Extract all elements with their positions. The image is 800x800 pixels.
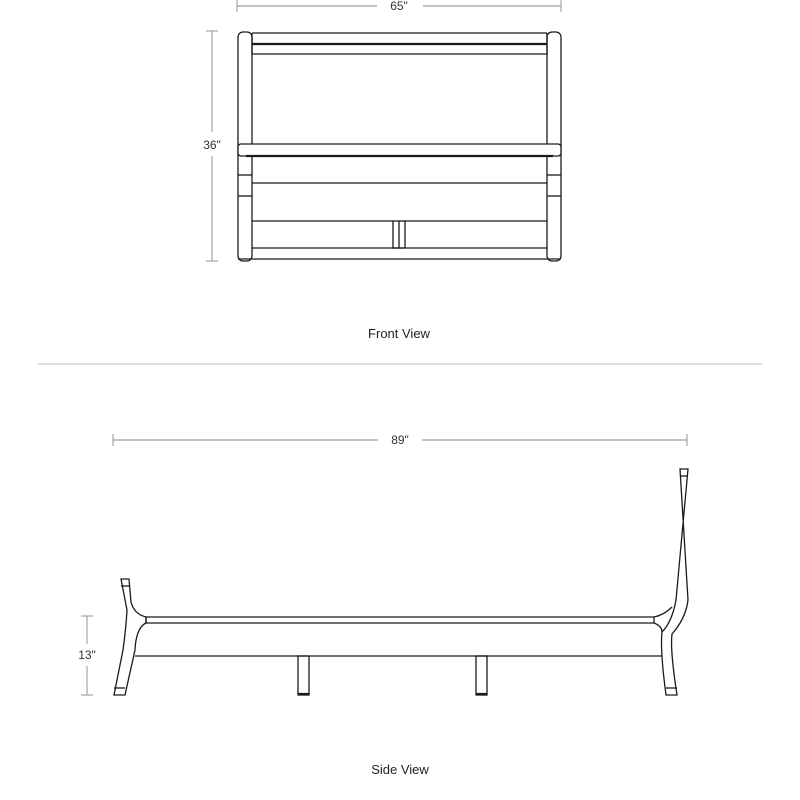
bed-front-drawing	[238, 32, 561, 261]
front-view-caption: Front View	[368, 326, 430, 341]
side-height-dimension	[78, 616, 96, 695]
center-leg-1	[298, 656, 309, 695]
center-leg-2	[476, 656, 487, 695]
bed-side-drawing	[114, 469, 688, 695]
side-view-caption: Side View	[371, 762, 429, 777]
side-height-label: 13"	[78, 648, 96, 662]
front-height-dimension	[203, 31, 221, 261]
footboard-rail	[238, 144, 561, 156]
front-height-label: 36"	[203, 138, 221, 152]
side-length-dimension	[113, 433, 687, 447]
front-width-dimension	[237, 0, 561, 13]
front-width-label: 65"	[390, 0, 408, 13]
head-post	[662, 469, 689, 695]
side-length-label: 89"	[391, 433, 409, 447]
foot-post	[114, 579, 146, 695]
side-view	[78, 433, 688, 777]
front-view	[203, 0, 561, 341]
